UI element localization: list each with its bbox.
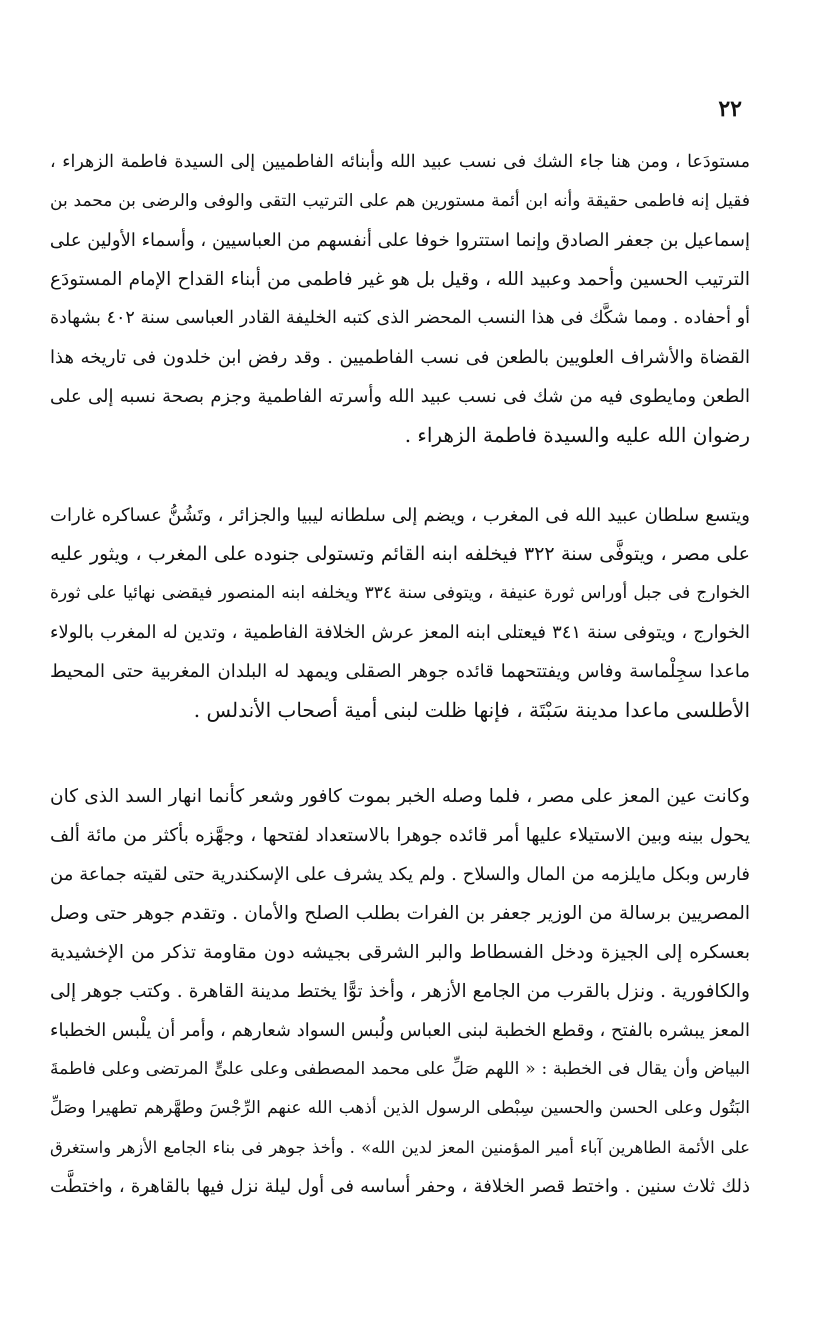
text-line: البَتُول وعلى الحسن والحسين سِبْطى الرسول الذين أذهب الله عنهم الرِّجْسَ وطهَّرهم تطهيرا وصَلِّ bbox=[50, 1098, 750, 1118]
text-line: مستودَعا ، ومن هنا جاء الشك فى نسب عبيد الله وأبنائه الفاطميين إلى السيدة فاطمة الزهراء ، bbox=[50, 152, 750, 172]
text-line: القضاة والأشراف العلويين بالطعن فى نسب الفاطميين . وقد رفض ابن خلدون فى تاريخه هذا bbox=[50, 347, 750, 368]
text-line: البياض وأن يقال فى الخطبة : « اللهم صَلِّ على محمد المصطفى وعلى علىٍّ المرتضى وعلى فاطمةَ bbox=[50, 1059, 750, 1079]
text-line: المعز يبشره بالفتح ، وقطع الخطبة لبنى العباس ولُبس السواد شعارهم ، وأمر أن يلْبس الخطباء bbox=[50, 1020, 750, 1041]
text-line: الطعن ومايطوى فيه من شك فى نسب عبيد الله وأسرته الفاطمية وجزم بصحة نسبه إلى على bbox=[50, 386, 750, 407]
text-line: وكانت عين المعز على مصر ، فلما وصله الخبر بموت كافور وشعر كأنما انهار السد الذى كان bbox=[50, 786, 750, 807]
text-line: ماعدا سجِلْماسة وفاس ويفتتحهما قائده جوهر الصقلى ويمهد له البلدان المغربية حتى المحيط bbox=[50, 661, 750, 682]
paragraph-maghrib bbox=[50, 496, 750, 730]
paragraph-nasab bbox=[50, 143, 750, 455]
text-line: يحول بينه وبين الاستيلاء عليها أمر قائده جوهرا بالاستعداد لفتحها ، وجهَّزه بأكثر من مائة ألف bbox=[50, 825, 750, 846]
text-line: الخوارج فى جبل أوراس ثورة عنيفة ، ويتوفى سنة ٣٣٤ ويخلفه ابنه المنصور فيقضى نهائيا على ثورة bbox=[50, 583, 750, 603]
text-line: ويتسع سلطان عبيد الله فى المغرب ، ويضم إلى سلطانه ليبيا والجزائر ، وتَشُنُّ عساكره غارات bbox=[50, 505, 750, 526]
text-line: فقيل إنه فاطمى حقيقة وأنه ابن أئمة مستورين هم على الترتيب التقى والوفى والرضى بن محمد بن bbox=[50, 191, 750, 211]
text-line: الخوارج ، ويتوفى سنة ٣٤١ فيعتلى ابنه المعز عرش الخلافة الفاطمية ، وتدين له المغرب بالولاء bbox=[50, 622, 750, 643]
text-line: الأطلسى ماعدا مدينة سَبْتَة ، فإنها ظلت لبنى أمية أصحاب الأندلس . bbox=[193, 698, 750, 722]
text-line: ذلك ثلاث سنين . واختط قصر الخلافة ، وحفر أساسه فى أول ليلة نزل فيها بالقاهرة ، واختطَّت bbox=[50, 1176, 750, 1197]
text-line: الترتيب الحسين وأحمد وعبيد الله ، وقيل بل هو غير فاطمى من أبناء القداح الإمام المستودَع bbox=[50, 269, 750, 290]
page-number: ٢٢ bbox=[718, 96, 742, 122]
text-line: على مصر ، ويتوفَّى سنة ٣٢٢ فيخلفه ابنه القائم وتستولى جنوده على المغرب ، ويثور عليه bbox=[50, 543, 750, 565]
text-line: فارس وبكل مايلزمه من المال والسلاح . ولم يكد يشرف على الإسكندرية حتى لقيته جماعة من bbox=[50, 864, 750, 885]
text-line: رضوان الله عليه والسيدة فاطمة الزهراء . bbox=[404, 423, 750, 447]
text-line: والكافورية . ونزل بالقرب من الجامع الأزهر ، وأخذ توًّا يختط مدينة القاهرة . وكتب جوهر إلى bbox=[50, 981, 750, 1002]
paragraph-misr bbox=[50, 777, 750, 1206]
text-line: أو أحفاده . ومما شكَّك فى هذا النسب المحضر الذى كتبه الخليفة القادر العباسى سنة ٤٠٢ بشهادة bbox=[50, 308, 750, 328]
text-line: بعسكره إلى الجيزة ودخل الفسطاط والبر الشرقى بجيشه دون مقاومة تذكر من الإخشيدية bbox=[50, 942, 750, 963]
text-line: إسماعيل بن جعفر الصادق وإنما استتروا خوفا على أنفسهم من العباسيين ، وأسماء الأولين على bbox=[50, 230, 750, 251]
text-line: على الأئمة الطاهرين آباء أمير المؤمنين المعز لدين الله» . وأخذ جوهر فى بناء الجامع الأزهر واستغرق bbox=[50, 1138, 750, 1157]
text-line: المصريين برسالة من الوزير جعفر بن الفرات بطلب الصلح والأمان . وتقدم جوهر حتى وصل bbox=[50, 903, 750, 924]
